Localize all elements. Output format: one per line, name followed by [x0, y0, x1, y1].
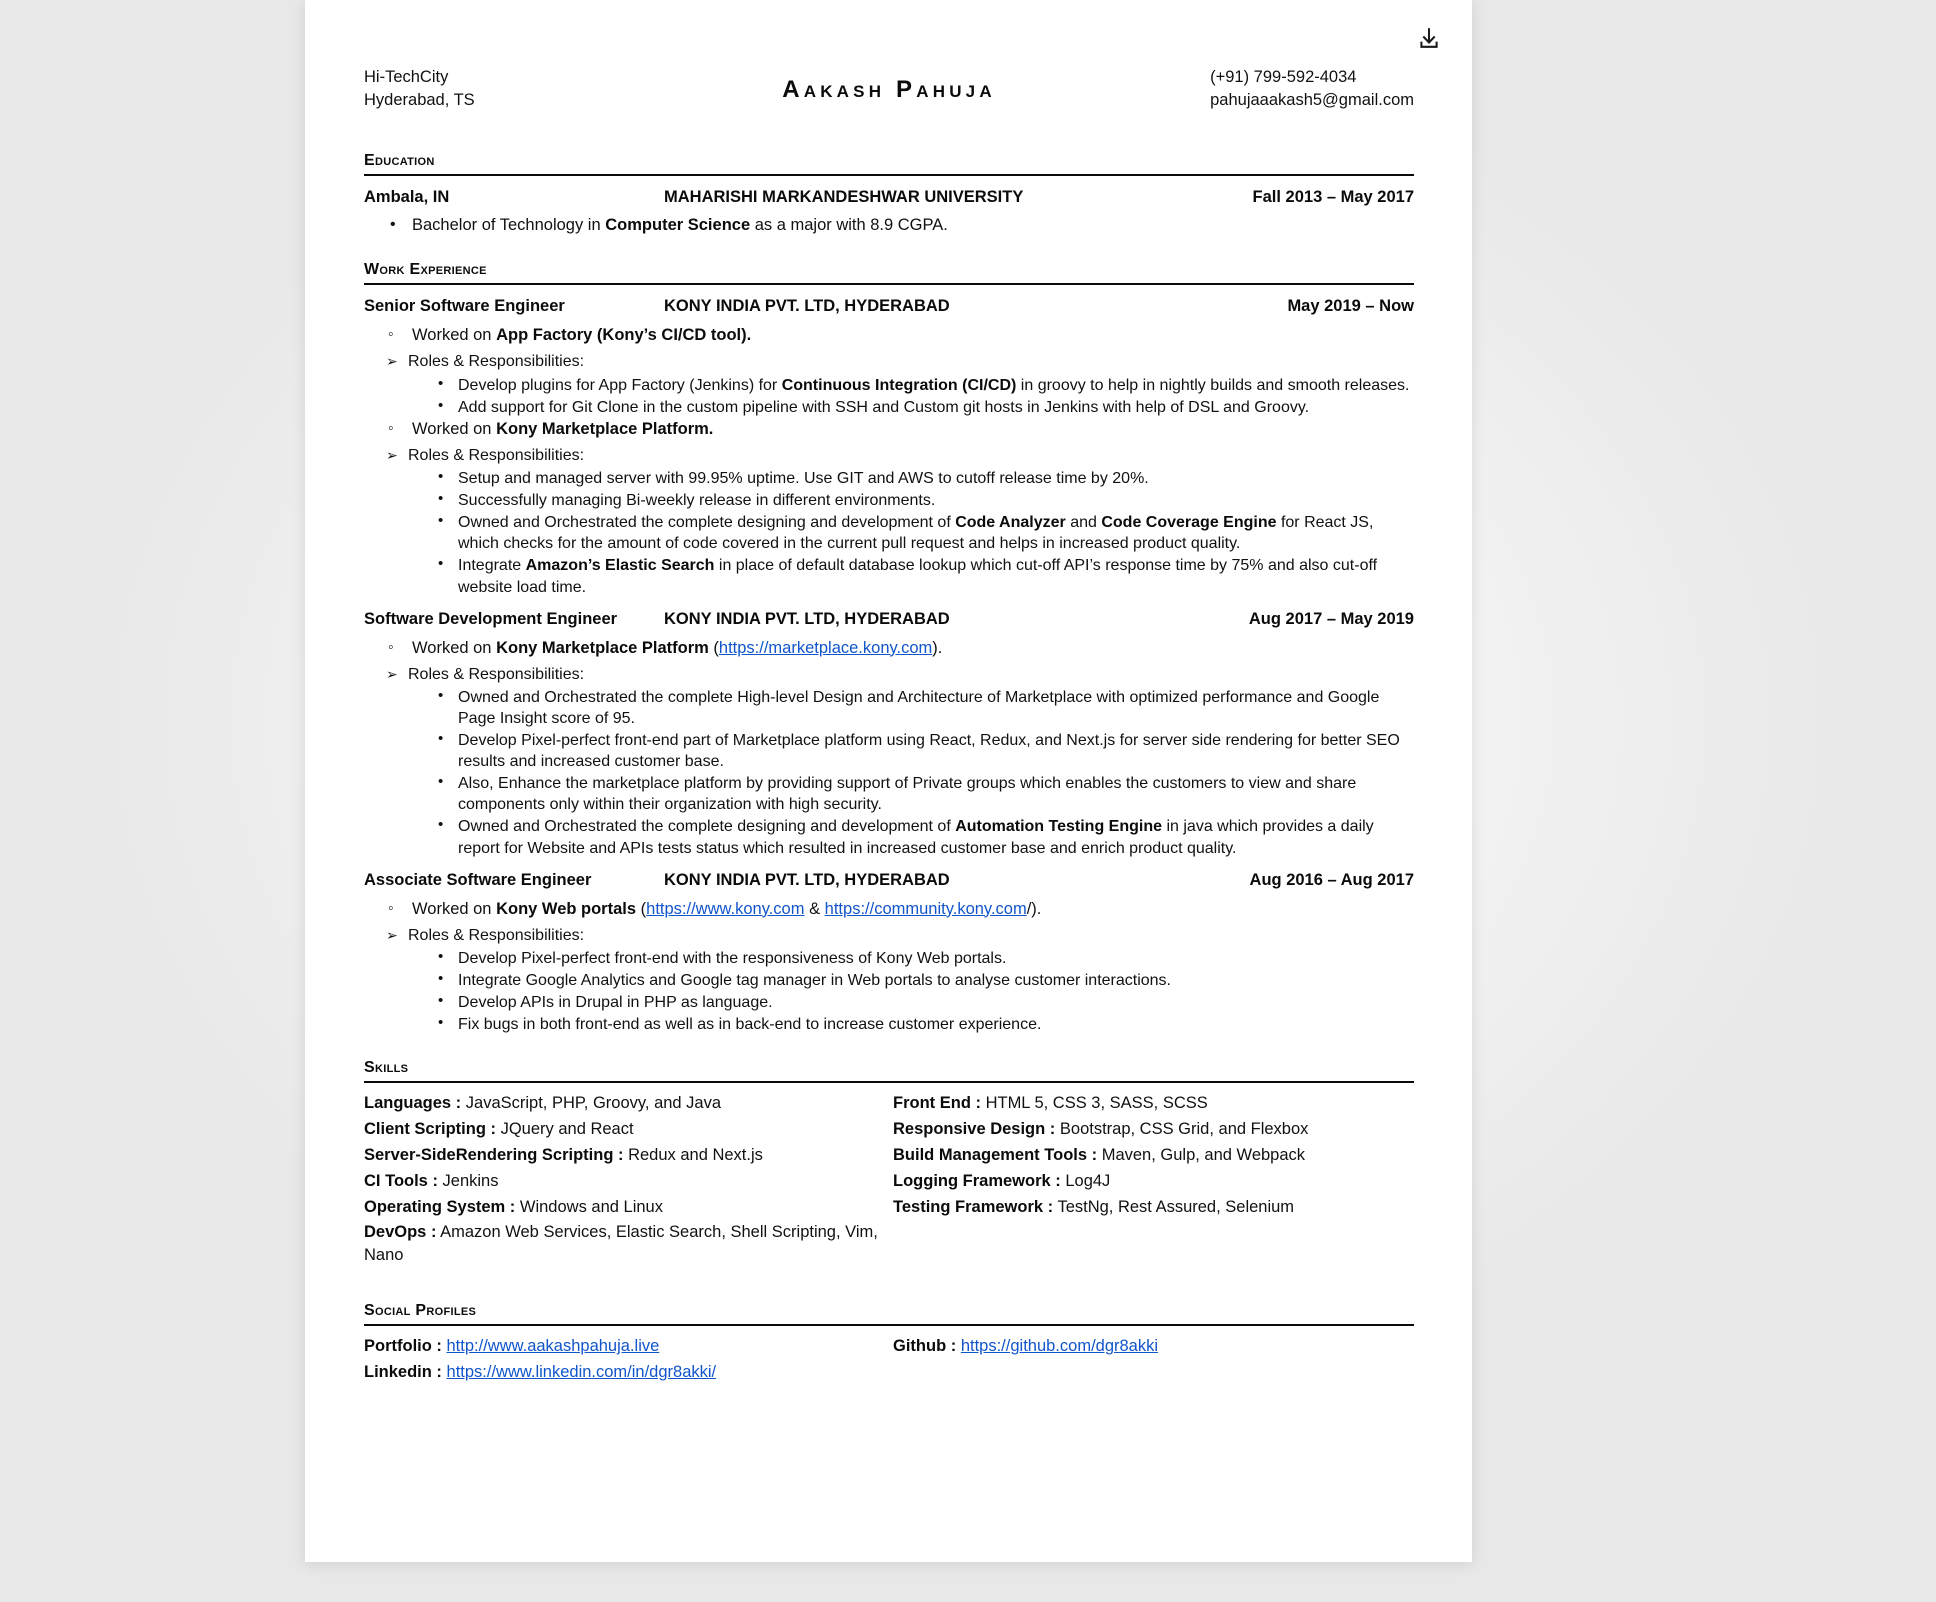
responsibility-list: [386, 948, 1414, 1035]
skill-row: [364, 1118, 885, 1141]
project-heading-name: Kony Marketplace Platform.: [496, 419, 714, 438]
skill-value: HTML 5, CSS 3, SASS, SCSS: [980, 1094, 1208, 1113]
social-row: [893, 1335, 1414, 1358]
resume-content: [364, 66, 1414, 1386]
skill-label: Build Management Tools :: [893, 1146, 1098, 1165]
bullet-text-pre: Setup and managed server with 99.95% uptime. Use GIT and AWS to cutoff release time by 20%.: [458, 469, 1149, 487]
project-heading-pre: Worked on: [412, 899, 497, 918]
address-block: [364, 66, 475, 113]
education-bullet-post: as a major with 8.9 CGPA.: [750, 216, 948, 235]
skills-column-left: [364, 1092, 885, 1269]
project-link[interactable]: https://marketplace.kony.com: [718, 638, 933, 657]
skill-value: Jenkins: [437, 1171, 499, 1190]
skill-label: DevOps :: [364, 1223, 437, 1242]
responsibility-item: [436, 773, 1414, 815]
job-dates: Aug 2016 – Aug 2017: [1249, 870, 1414, 889]
bullet-text-post: in place of default database lookup which cut-off API’s response time by 75% and also cut-off website load time.: [458, 557, 1378, 596]
skill-label: Client Scripting :: [364, 1120, 496, 1139]
responsibility-item: [436, 730, 1414, 772]
skill-label: Operating System :: [364, 1197, 516, 1216]
social-link[interactable]: http://www.aakashpahuja.live: [446, 1337, 660, 1356]
skill-label: CI Tools :: [364, 1171, 438, 1190]
bullet-text-post: for React JS, which checks for the amount of code covered in the current pull request and helps in increased product quality.: [458, 514, 1374, 553]
bullet-text-pre: Add support for Git Clone in the custom pipeline with SSH and Custom git hosts in Jenkins with help of DSL and Groovy.: [458, 398, 1310, 416]
section-divider: [364, 174, 1414, 176]
education-section-title: Education: [364, 152, 435, 169]
bullet-text-pre: Fix bugs in both front-end as well as in back-end to increase customer experience.: [458, 1016, 1042, 1034]
skill-row: [364, 1144, 885, 1167]
bullet-text-post: in java which provides a daily report for Website and APIs tests status which resulted in increased customer base and enrich product quality.: [458, 818, 1374, 857]
project-item: [386, 325, 1414, 347]
bullet-text-bold: Code Analyzer: [955, 514, 1066, 532]
job-title: Senior Software Engineer: [364, 297, 565, 316]
responsibility-item: [436, 490, 1414, 511]
skill-value: Log4J: [1060, 1171, 1111, 1190]
job-dates: May 2019 – Now: [1287, 297, 1414, 316]
bullet-text-pre: Owned and Orchestrated the complete High-level Design and Architecture of Marketplace with optimized performance and Google Page Insight score of 95.: [458, 688, 1380, 727]
skill-value: TestNg, Rest Assured, Selenium: [1053, 1197, 1295, 1216]
responsibility-item: [436, 397, 1414, 418]
project-link-secondary[interactable]: https://community.kony.com: [824, 899, 1027, 918]
education-section: [364, 150, 1414, 237]
bullet-text-bold: Continuous Integration (CI/CD): [781, 376, 1017, 394]
responsibility-item: [436, 687, 1414, 729]
skill-label: Front End :: [893, 1094, 981, 1113]
social-row: [364, 1361, 885, 1384]
skill-value: Bootstrap, CSS Grid, and Flexbox: [1055, 1120, 1309, 1139]
social-link[interactable]: https://github.com/dgr8akki: [960, 1337, 1159, 1356]
social-columns: [364, 1335, 1414, 1386]
social-profiles-section: [364, 1300, 1414, 1386]
bullet-text-pre: Develop Pixel-perfect front-end part of Marketplace platform using React, Redux, and Next.js for server side rendering for better SEO results and increased customer base.: [458, 731, 1400, 771]
job-company: KONY INDIA PVT. LTD, HYDERABAD: [664, 870, 950, 889]
roles-responsibilities-label: ➢ Roles & Responsibilities:: [386, 445, 1414, 466]
work-experience-section: [364, 259, 1414, 1035]
roles-responsibilities-label: ➢ Roles & Responsibilities:: [386, 351, 1414, 372]
skill-row: [893, 1170, 1414, 1193]
skill-row: [364, 1221, 885, 1267]
responsibility-item: [436, 555, 1414, 597]
social-link[interactable]: https://www.linkedin.com/in/dgr8akki/: [446, 1362, 717, 1381]
bullet-text-bold: Automation Testing Engine: [955, 818, 1163, 836]
project-heading-name: Kony Web portals: [496, 899, 637, 918]
skill-row: [364, 1170, 885, 1193]
job-company: KONY INDIA PVT. LTD, HYDERABAD: [664, 297, 950, 316]
responsibility-item: [436, 970, 1414, 991]
education-dates: Fall 2013 – May 2017: [1252, 188, 1414, 207]
education-location: Ambala, IN: [364, 188, 450, 207]
skill-row: [893, 1118, 1414, 1141]
bullet-text-pre: Integrate: [458, 557, 526, 575]
bullet-text-pre: Owned and Orchestrated the complete designing and development of: [458, 818, 956, 836]
education-bullet-pre: Bachelor of Technology in: [412, 216, 606, 235]
project-list: [364, 899, 1414, 1036]
social-section-title: Social Profiles: [364, 1301, 477, 1319]
responsibility-item: [436, 468, 1414, 489]
skill-label: Logging Framework :: [893, 1171, 1061, 1190]
social-label: Portfolio :: [364, 1337, 442, 1356]
address-line-2: Hyderabad, TS: [364, 91, 475, 110]
job-company: KONY INDIA PVT. LTD, HYDERABAD: [664, 609, 950, 628]
section-divider: [364, 1324, 1414, 1326]
social-row: [364, 1335, 885, 1358]
responsibility-item: [436, 948, 1414, 969]
section-divider: [364, 1081, 1414, 1083]
bullet-text-bold: Amazon’s Elastic Search: [525, 557, 715, 575]
education-bullet-major: Computer Science: [605, 216, 751, 235]
responsibility-list: [386, 468, 1414, 598]
responsibility-list: [386, 375, 1414, 418]
bullet-text-pre: Also, Enhance the marketplace platform by providing support of Private groups which enables the customers to view and share components only within their organization with high security.: [458, 775, 1357, 814]
link-open-paren: (: [636, 899, 647, 918]
resume-header: [364, 66, 1414, 128]
project-list: [364, 638, 1414, 859]
project-list: [364, 325, 1414, 597]
roles-responsibilities-label: ➢ Roles & Responsibilities:: [386, 664, 1414, 685]
skill-value: Redux and Next.js: [623, 1146, 763, 1165]
work-section-title: Work Experience: [364, 261, 487, 279]
bullet-text-bold2: Code Coverage Engine: [1101, 514, 1277, 532]
education-entry-header: [364, 187, 1414, 209]
project-heading-pre: Worked on: [412, 326, 497, 345]
project-item: [386, 899, 1414, 921]
skills-section: [364, 1057, 1414, 1270]
bullet-text-post: in groovy to help in nightly builds and smooth releases.: [1016, 376, 1410, 394]
bullet-text-mid: and: [1065, 514, 1102, 532]
job-title: Associate Software Engineer: [364, 870, 592, 889]
social-label: Github :: [893, 1337, 957, 1356]
bullet-text-pre: Develop Pixel-perfect front-end with the responsiveness of Kony Web portals.: [458, 949, 1007, 967]
download-button[interactable]: [1408, 18, 1450, 60]
project-heading-name: App Factory (Kony’s CI/CD tool).: [496, 326, 752, 345]
responsibility-item: [436, 1014, 1414, 1035]
address-line-1: Hi-TechCity: [364, 68, 449, 86]
project-link[interactable]: https://www.kony.com: [646, 899, 805, 918]
job-dates: Aug 2017 – May 2019: [1248, 609, 1414, 628]
skill-label: Testing Framework :: [893, 1197, 1054, 1216]
skills-columns: [364, 1092, 1414, 1269]
skill-label: Responsive Design :: [893, 1120, 1056, 1139]
responsibility-list: [386, 687, 1414, 859]
responsibility-item: [436, 816, 1414, 858]
skill-value: JQuery and React: [496, 1120, 634, 1139]
responsibility-item: [436, 992, 1414, 1013]
skill-row: [364, 1092, 885, 1115]
responsibility-item: [436, 375, 1414, 396]
bullet-text-pre: Successfully managing Bi-weekly release in different environments.: [458, 492, 936, 510]
project-heading-post: /).: [1026, 899, 1042, 918]
responsibility-item: [436, 512, 1414, 554]
jobs-container: [364, 296, 1414, 1035]
link-open-paren: (: [708, 638, 719, 657]
education-bullet-list: [364, 215, 1414, 237]
skill-label: Languages :: [364, 1094, 462, 1113]
social-column-left: [364, 1335, 885, 1386]
download-icon: [1416, 26, 1442, 52]
bullet-text-pre: Develop APIs in Drupal in PHP as language.: [458, 994, 773, 1011]
email-address: pahujaaakash5@gmail.com: [1210, 91, 1414, 110]
contact-block: [1210, 66, 1414, 113]
bullet-text-pre: Owned and Orchestrated the complete designing and development of: [458, 514, 956, 532]
education-institution: MAHARISHI MARKANDESHWAR UNIVERSITY: [664, 188, 1024, 207]
skill-label: Server-SideRendering Scripting :: [364, 1146, 624, 1165]
skill-row: [893, 1092, 1414, 1115]
project-heading-pre: Worked on: [412, 638, 497, 657]
job-entry-header: [364, 870, 1414, 892]
section-divider: [364, 283, 1414, 285]
social-column-right: [885, 1335, 1414, 1386]
skill-value: JavaScript, PHP, Groovy, and Java: [461, 1094, 722, 1113]
skill-row: [893, 1196, 1414, 1219]
skill-row: [893, 1144, 1414, 1167]
link-separator: &: [804, 899, 825, 918]
skill-value: Amazon Web Services, Elastic Search, Shell Scripting, Vim, Nano: [364, 1223, 878, 1265]
skill-row: [364, 1196, 885, 1219]
job-title: Software Development Engineer: [364, 609, 618, 628]
roles-responsibilities-label: ➢ Roles & Responsibilities:: [386, 925, 1414, 946]
project-heading-name: Kony Marketplace Platform: [496, 638, 709, 657]
job-entry-header: [364, 296, 1414, 318]
bullet-text-pre: Integrate Google Analytics and Google tag manager in Web portals to analyse customer interactions.: [458, 971, 1171, 989]
bullet-text-pre: Develop plugins for App Factory (Jenkins) for: [458, 376, 782, 394]
project-heading-pre: Worked on: [412, 419, 497, 438]
social-label: Linkedin :: [364, 1362, 442, 1381]
project-item: [386, 419, 1414, 441]
project-heading-post: ).: [932, 638, 943, 657]
job-entry-header: [364, 609, 1414, 631]
skill-value: Windows and Linux: [515, 1197, 663, 1216]
education-bullet: [386, 215, 1414, 237]
resume-page: [305, 0, 1472, 1562]
skill-value: Maven, Gulp, and Webpack: [1097, 1146, 1306, 1165]
project-item: [386, 638, 1414, 660]
candidate-name: Aakash Pahuja: [782, 76, 996, 103]
skills-section-title: Skills: [364, 1059, 409, 1077]
phone-number: (+91) 799-592-4034: [1210, 68, 1357, 86]
skills-column-right: [885, 1092, 1414, 1269]
